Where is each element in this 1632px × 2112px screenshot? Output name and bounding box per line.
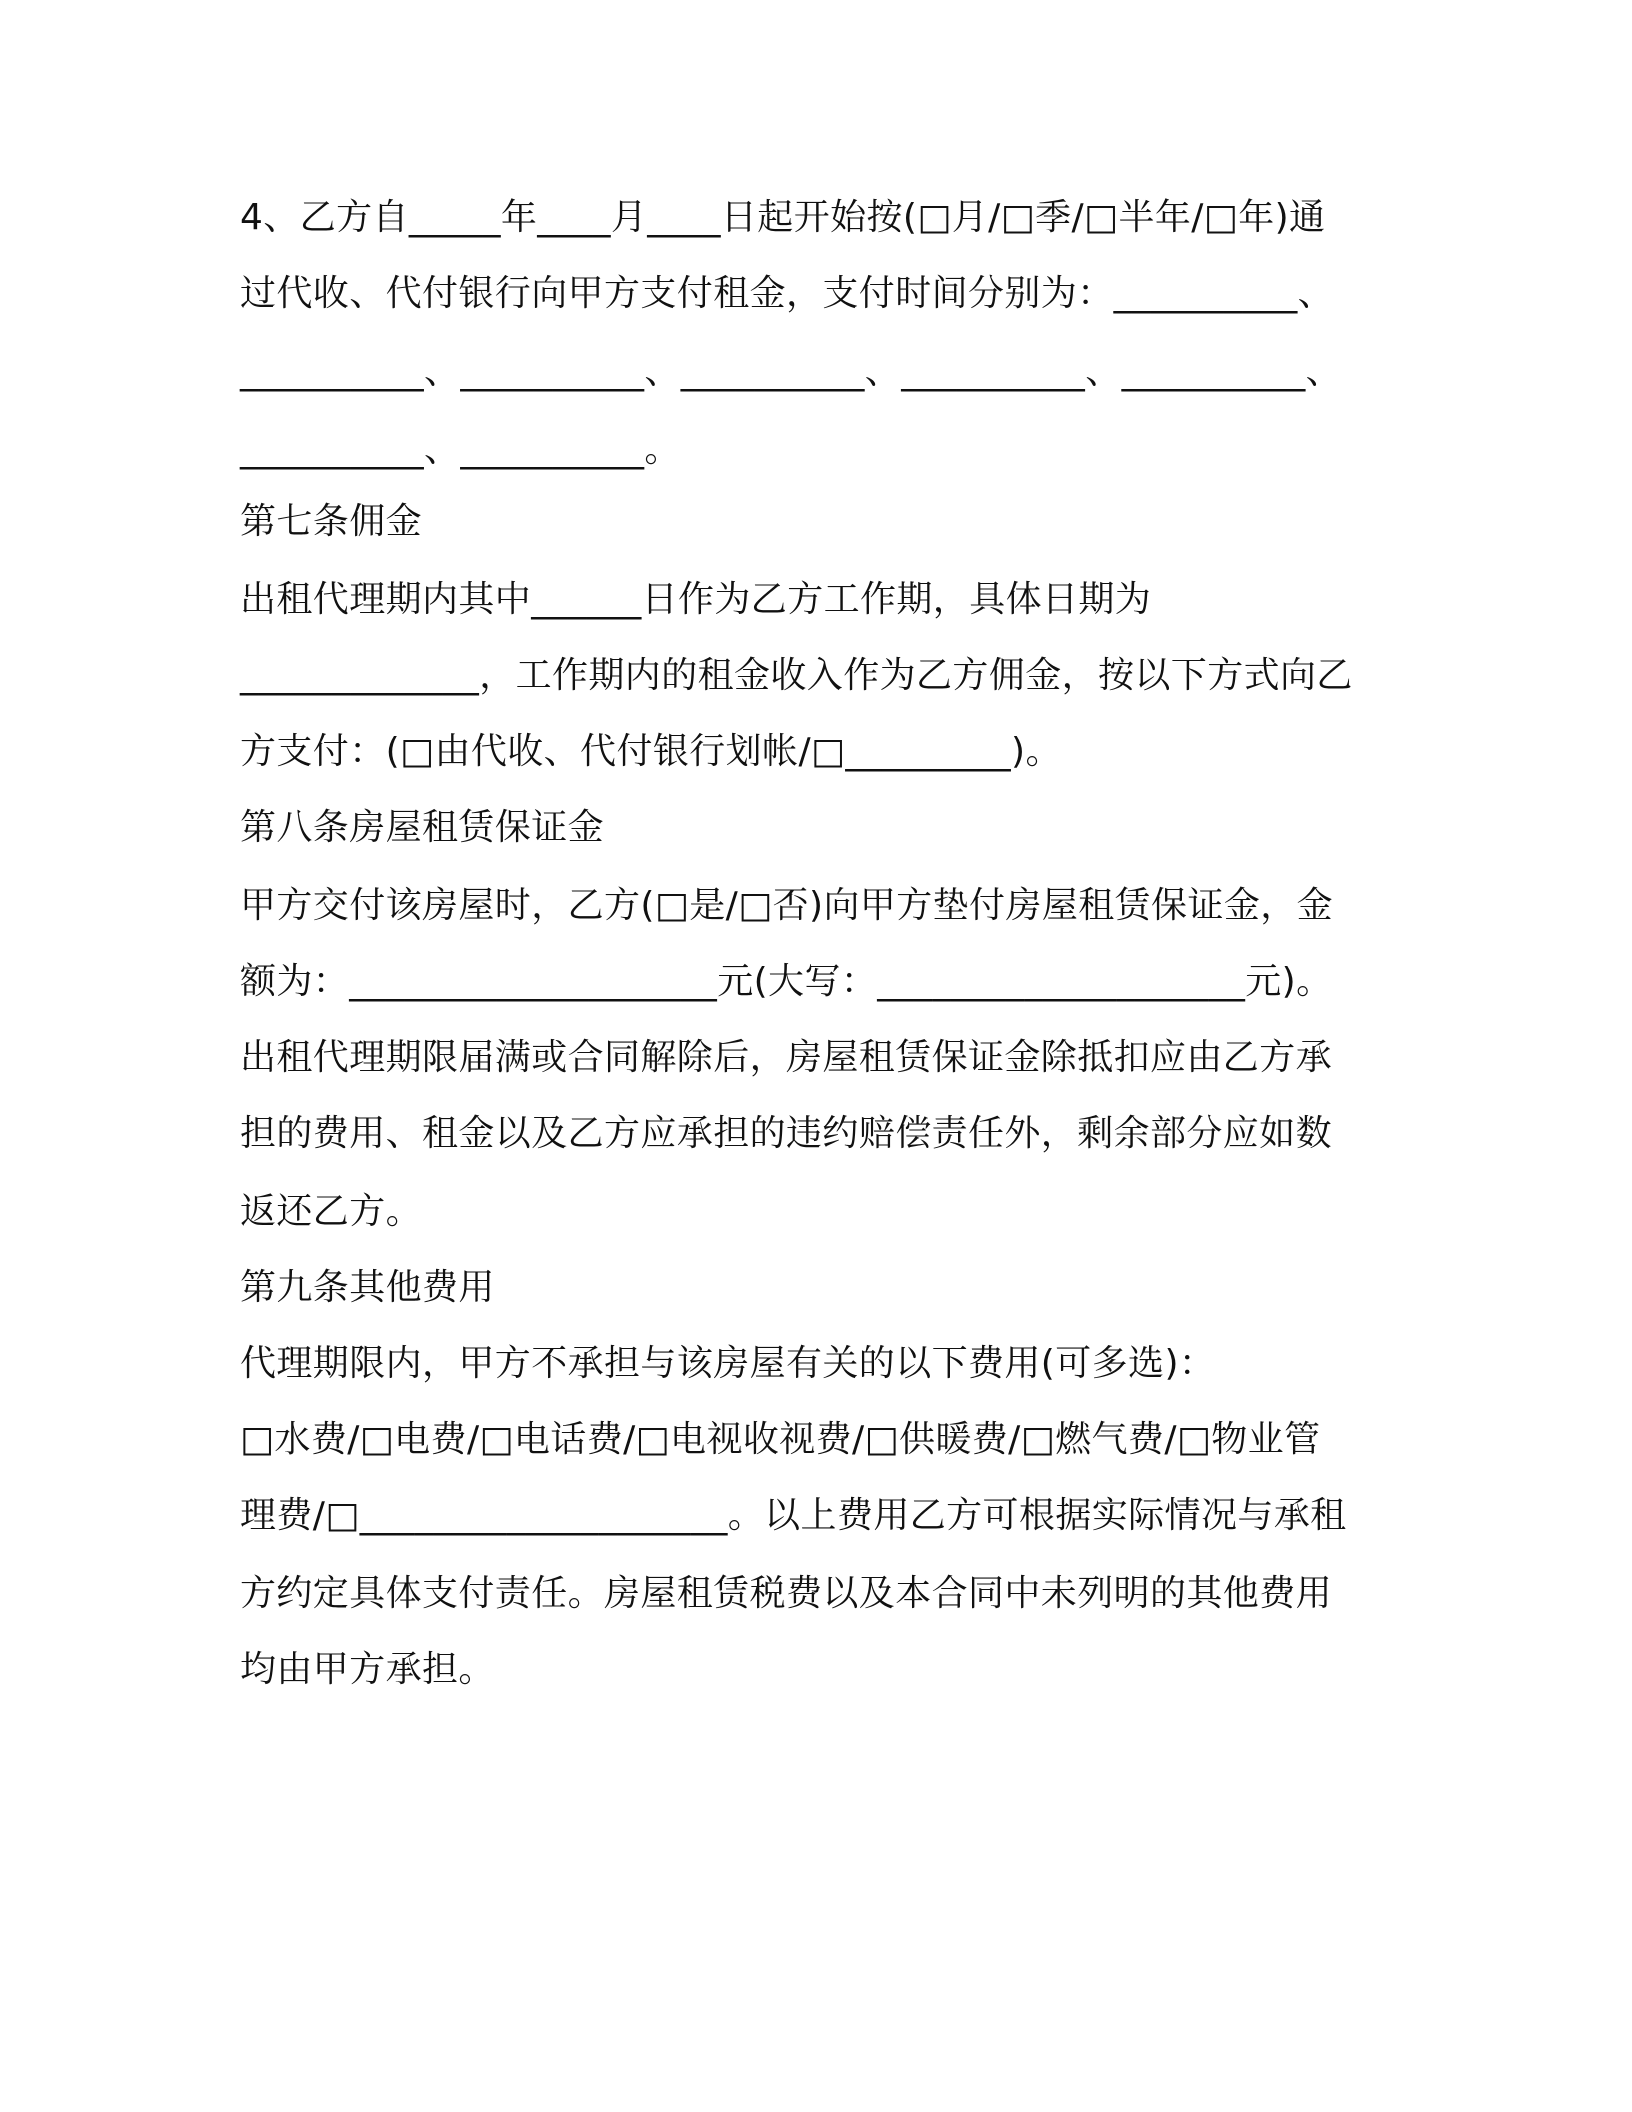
article-8-line-3: 出租代理期限届满或合同解除后，房屋租赁保证金除抵扣应由乙方承 [240,1037,1333,1078]
article-9-line-1: 代理期限内，甲方不承担与该房屋有关的以下费用(可多选)： [240,1343,1216,1384]
article-7-line-1: 出租代理期内其中______日作为乙方工作期，具体日期为 [240,579,1152,620]
article-9-heading: 第九条其他费用 [240,1267,495,1308]
article-8-line-1: 甲方交付该房屋时，乙方(□是/□否)向甲方垫付房屋租赁保证金，金 [240,885,1334,926]
article-7-line-3: 方支付：(□由代收、代付银行划帐/□_________)。 [240,731,1062,772]
clause-4-line-3: __________、__________、__________、__________、__________、 [240,351,1342,392]
article-9-line-3: 理费/□____________________。以上费用乙方可根据实际情况与承租 [240,1495,1347,1536]
article-9-line-5: 均由甲方承担。 [240,1649,495,1690]
article-8-line-2: 额为：____________________元(大写：____________________元)。 [240,961,1333,1002]
article-7-heading: 第七条佣金 [240,501,423,542]
article-8-heading: 第八条房屋租赁保证金 [240,807,605,848]
clause-4-line-4: __________、__________。 [240,429,681,470]
article-8-line-4: 担的费用、租金以及乙方应承担的违约赔偿责任外，剩余部分应如数 [240,1113,1333,1154]
article-9-line-4: 方约定具体支付责任。房屋租赁税费以及本合同中未列明的其他费用 [240,1573,1333,1614]
article-8-line-5: 返还乙方。 [240,1191,423,1232]
clause-4-line-2: 过代收、代付银行向甲方支付租金，支付时间分别为：__________、 [240,273,1335,314]
article-7-line-2: _____________，工作期内的租金收入作为乙方佣金，按以下方式向乙 [240,655,1353,696]
clause-4-line-1: 4、乙方自_____年____月____日起开始按(□月/□季/□半年/□年)通 [240,197,1326,238]
article-9-line-2: □水费/□电费/□电话费/□电视收视费/□供暖费/□燃气费/□物业管 [240,1419,1321,1460]
